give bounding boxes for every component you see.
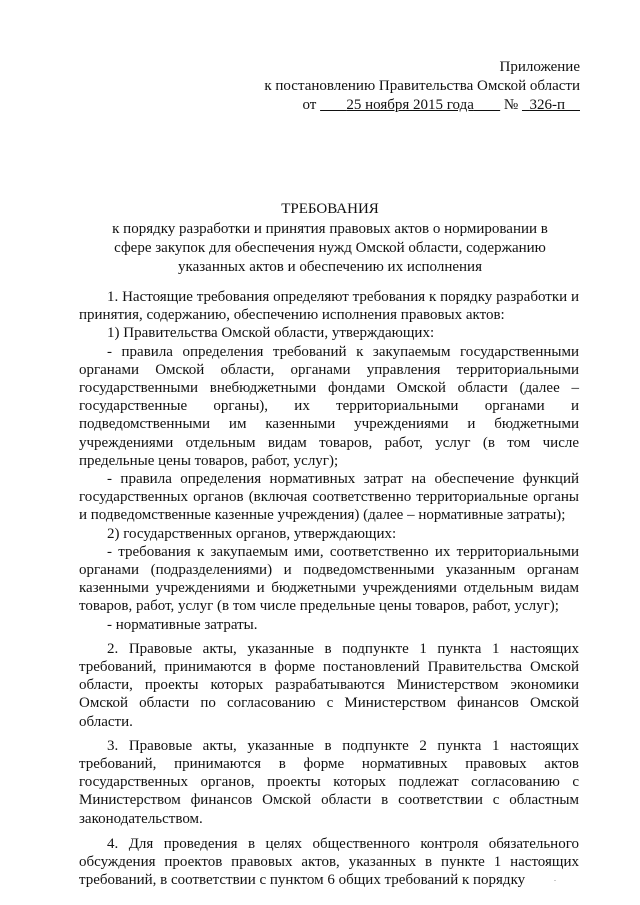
- paragraph-1: 1. Настоящие требования определяют требования к порядку разработки и принятия, содержанию, обеспечению исполнения правовых актов:: [79, 289, 579, 324]
- decree-number: 326-п: [529, 97, 565, 113]
- decree-date-number: [220, 96, 580, 115]
- appendix-label: Приложение: [499, 59, 580, 75]
- title-subtitle-line: к порядку разработки и принятия правовых актов о нормировании в: [112, 221, 548, 237]
- subitem-1: 1) Правительства Омской области, утверждающих:: [107, 325, 435, 342]
- date-prefix: от: [302, 97, 317, 113]
- decree-date: 25 ноября 2015 года: [346, 97, 474, 113]
- subitem-2: 2) государственных органов, утверждающих:: [107, 525, 397, 542]
- document-body: [79, 288, 579, 890]
- decree-reference: к постановлению Правительства Омской области: [264, 78, 580, 94]
- bullet-item: - нормативные затраты.: [107, 616, 258, 633]
- bullet-item: - правила определения требований к закупаемым государственными органами Омской области, органами управления территориальными государственными внебюджетными фондами Омской области (далее – государственные органы), их территориальными органами и подведомственными им казенными учреждениями и бюджетными учреждениями отдельным видам товаров, работ, услуг (в том числе предельные цены товаров, работ, услуг);: [79, 343, 579, 469]
- page-mark: .: [554, 874, 556, 883]
- number-prefix: №: [503, 97, 519, 113]
- paragraph-2: 2. Правовые акты, указанные в подпункте 1 пункта 1 настоящих требований, принимаются в форме постановлений Правительства Омской области, проекты которых разрабатываются Министерством экономики Омской области по согласованию с Министерством финансов Омской области.: [79, 640, 579, 730]
- title-subtitle-line: указанных актов и обеспечению их исполнения: [178, 259, 482, 275]
- paragraph-3: 3. Правовые акты, указанные в подпункте 2 пункта 1 настоящих требований, принимаются в форме нормативных правовых актов государственных органов, проекты которых подлежат согласованию с Министерством финансов Омской области в соответствии с областным законодательством.: [79, 737, 579, 827]
- title-heading: ТРЕБОВАНИЯ: [281, 201, 379, 217]
- bullet-item: - требования к закупаемым ими, соответственно их территориальными органами (подразделениями) и подведомственными указанным органам казенными учреждениями и бюджетными учреждениями отдельным видам товаров, работ, услуг (в том числе предельные цены товаров, работ, услуг);: [79, 543, 579, 615]
- title-subtitle-line: сфере закупок для обеспечения нужд Омской области, содержанию: [114, 240, 546, 256]
- bullet-item: - правила определения нормативных затрат на обеспечение функций государственных органов (включая соответственно территориальные органы и подведомственные казенные учреждения) (далее – нормативные затраты);: [79, 471, 579, 524]
- paragraph-4: 4. Для проведения в целях общественного контроля обязательного обсуждения проектов правовых актов, указанных в пункте 1 настоящих требований, в соответствии с пунктом 6 общих требований к порядку: [79, 835, 579, 889]
- document-title: [90, 200, 570, 277]
- appendix-header: [220, 58, 580, 115]
